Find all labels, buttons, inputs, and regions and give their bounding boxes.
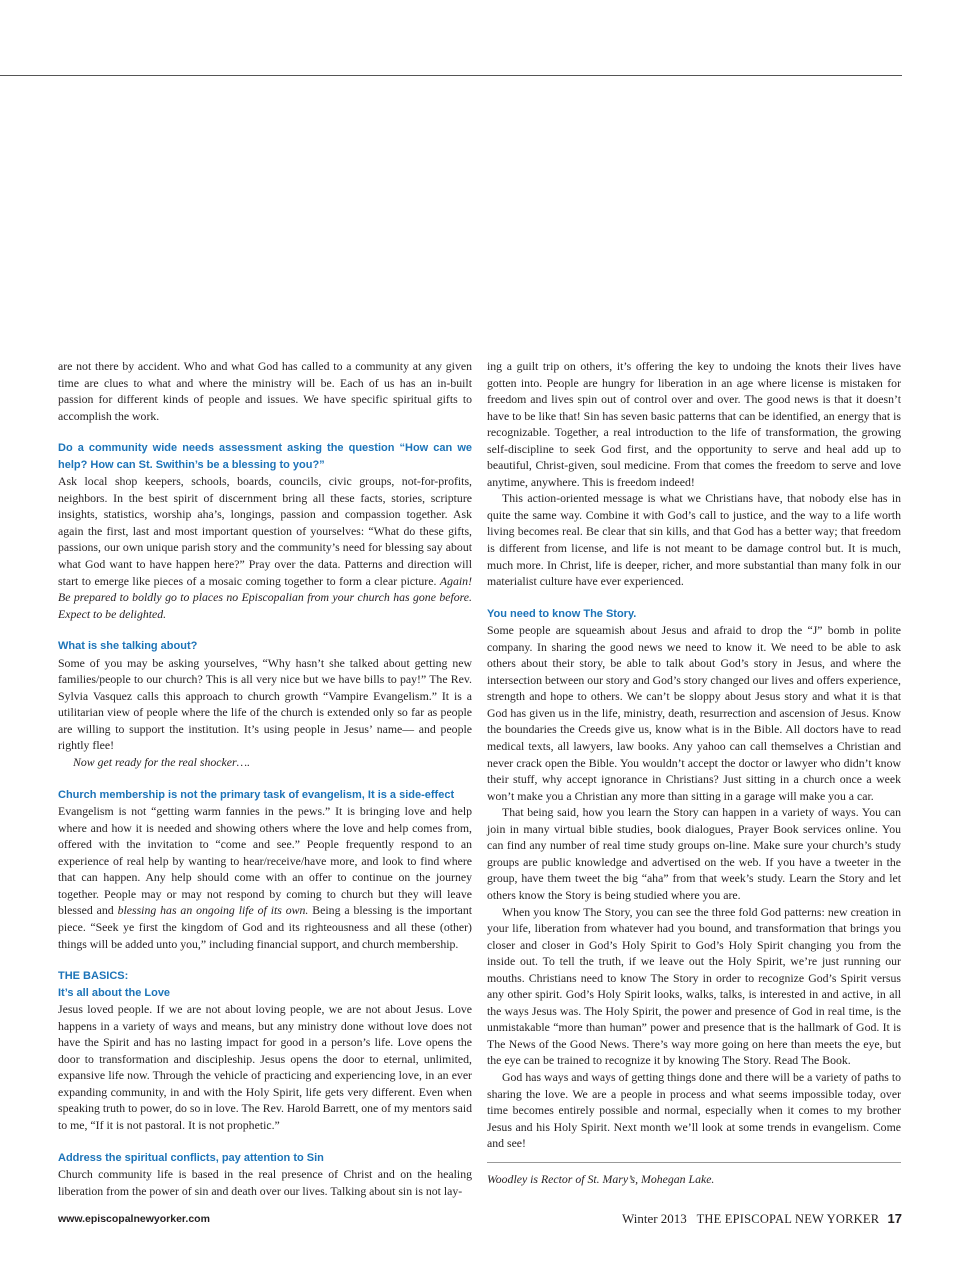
paragraph: Jesus loved people. If we are not about loving people, we are not about Jesus. Love happens in a variety of ways and means, but any ministry done without love does not have the Spirit and has no lasting impact for good in a person’s life. Love opens the door to transformation and discipleship. Jesus opens the door to eternal, unlimited, expansive life now. Through the vehicle of practicing and experiencing love, in an ever expanding community, in and with the Holy Spirit, life gets very different. Even when speaking truth to power, do so in love. The Rev. Harold Barrett, one of my mentors said to me, “If it is not pastoral. It is not prophetic.” [58, 1002, 472, 1132]
paragraph-italic-shocker [58, 754, 472, 771]
paragraph [58, 803, 472, 952]
publication-name: THE EPISCOPAL NEW YORKER [696, 1212, 880, 1226]
subheading-love: It’s all about the Love [58, 986, 171, 999]
paragraph: ing a guilt trip on others, it’s offering the key to undoing the knots their lives have gotten into. People are hungry for liberation in an age where license is mistaken for freedom and lives spin out of control over and over. The good news is that it doesn’t have to be like that! Sin has seven basic patterns that can be identified, an energy that is recognizable. Together, a real introduction to the life of transformation, the growing self-discipline to seek God first, and the opportunity to serve and heal add up to beautiful, Christ-given, soul medicine. From that comes the freedom to serve and love anytime, anywhere. This is freedom indeed! [487, 359, 901, 489]
paragraph-italic: blessing has an ongoing life of its own. [117, 903, 309, 918]
section-heading-membership: Church membership is not the primary task of evangelism, It is a side-effect [58, 788, 455, 801]
footer-website-link[interactable]: www.episcopalnewyorker.com [58, 1213, 210, 1225]
paragraph: When you know The Story, you can see the three fold God patterns: new creation in your life, liberation from whatever had you bound, and transformation that brings you closer and closer in God’s Holy Spirit to God’s Holy Spirit changing you from the inside out. To tell the truth, if we leave out the Holy Spirit, we’re just running our mouths. Christians need to know The Story in order to recognize God’s Spirit versus any other spirit. God’s Holy Spirit looks, walks, talks, is interested in and active, in all the ways Jesus was. The Holy Spirit, the power and presence of God in real time, is the unmistakable “more than human” power and presence that is the hallmark of God. It is The News of the Good News. There’s way more going on here than meets the eye, but the eye can be trained to recognize it by knowing The Story. Read The Book. [487, 904, 901, 1068]
paragraph: God has ways and ways of getting things done and there will be a variety of paths to sharing the love. We are a people in process and what seems impossible today, over time becomes entirely possible and normal, especially when it comes to my brother Jesus and his Holy Spirit. Next month we’ll look at some trends in evangelism. Come and see! [487, 1069, 901, 1151]
paragraph-italic: Again! Be prepared to boldly go to places no Episcopalian from your church has gone before. Expect to be delighted. [58, 573, 472, 621]
page-number: 17 [887, 1211, 902, 1226]
paragraph: This action-oriented message is what we Christians have, that nobody else has in quite the same way. Combine it with God’s call to justice, and the way to a life worth living becomes real. Be clear that sin kills, and that God has a better way; that freedom is different from license, and life is not meant to be damage control but. It is much, much more. In Christ, life is deeper, richer, and more substantial than many folk in our materialist culture have ever experienced. [487, 491, 901, 589]
section-heading-talking: What is she talking about? [58, 640, 198, 653]
issue-date: Winter 2013 [621, 1211, 687, 1226]
paragraph: are not there by accident. Who and what God has called to a community at any given time are clues to what and where the ministry will be. Each of us has an in-built passion for different kinds of people and issues. We have specific spiritual gifts to accomplish the work. [58, 359, 472, 423]
right-column [487, 358, 901, 1187]
paragraph-text: Ask local shop keepers, schools, boards, councils, civic groups, not-for-profits, neighbors. In the best spirit of discernment bring all these facts, stories, scripture insights, statistics, worship aha’s, longings, passion and compassion together. Ask again the first, last and most important question of yourselves: “What do these gifts, passions, our own unique parish story and the community’s need for blessing say about what God want to have happen here?” Pray over the data. Patterns and direction will start to emerge like pieces of a mosaic coming together to form a clear picture. [58, 474, 472, 588]
paragraph [58, 473, 472, 622]
paragraph-text: Being a blessing is the important piece. “Seek ye first the kingdom of God and its righteousness and all these (other) things will be added unto you,” including financial support, and church membership. [58, 903, 473, 951]
shocker-text: Now get ready for the real shocker…. [73, 755, 251, 770]
paragraph: Some people are squeamish about Jesus and afraid to drop the “J” bomb in polite company. In sharing the good news we need to know it. We need to be able to ask others about their story, be able to talk about God’s story in Jesus, and where the intersection between our story and God’s story changed our lives and offers experience, strength and hope to others. We can’t be sloppy about Jesus story and what it is that God has given us in the life, ministry, death, resurrection and ascension of Jesus. Know the boundaries the Creeds give us, know what is in the Bible. All doctors have to read medical texts, all lawyers, law books. Any yahoo can call themselves a Christian and never crack open the Bible. You wouldn’t accept the doctor or lawyer who didn’t know their stuff, why accept ignorance in Christians? Just sitting in a church once a week won’t make you a Christian any more than sitting in a garage will make you a car. [487, 623, 901, 803]
left-column [58, 358, 472, 1199]
section-heading-assessment: Do a community wide needs assessment asking the question “How can we help? How can St. Swithin’s be a blessing to you?” [58, 442, 472, 471]
paragraph: That being said, how you learn the Story can happen in a variety of ways. You can join in many virtual bible studies, book dialogues, Prayer Book services online. You can find any number of real time study groups on-line. Make sure your church’s study groups are public knowledge and advertised on the web. If you have a tweeter in the group, have them tweet the big “aha” from that week’s study. Learn the Story and let others know the Story is being studied where you are. [487, 805, 901, 902]
section-heading-conflicts: Address the spiritual conflicts, pay attention to Sin [58, 1151, 324, 1164]
byline-divider [487, 1162, 901, 1163]
paragraph-text: Evangelism is not “getting warm fannies in the pews.” It is bringing love and help where and how it is needed and showing others where the love and help comes from, offered with the invitation to “come and see.” People frequently respond to an experience of real help by wanting to hear/receive/have more, and look to find where that can happen. Any help should come with an offer to continue on the journey together. People may or may not respond by coming to church but they will leave blessed and [58, 804, 472, 918]
paragraph: Some of you may be asking yourselves, “Why hasn’t she talked about getting new families/people to our church? This is all very nice but we have bills to pay!” The Rev. Sylvia Vasquez calls this approach to church growth “Vampire Evangelism.” It is a utilitarian view of people where the life of the church is extended only so far as people are willing to support the institution. It’s using people in Jesus’ name— and people rightly flee! [58, 655, 472, 753]
paragraph: Church community life is based in the real presence of Christ and on the healing liberation from the power of sin and death over our lives. Talking about sin is not lay- [58, 1167, 472, 1198]
top-rule [0, 75, 902, 76]
section-heading-story: You need to know The Story. [487, 607, 637, 620]
footer-folio [622, 1211, 902, 1227]
author-byline: Woodley is Rector of St. Mary’s, Mohegan Lake. [487, 1171, 715, 1186]
section-heading-basics: THE BASICS: [58, 970, 129, 983]
